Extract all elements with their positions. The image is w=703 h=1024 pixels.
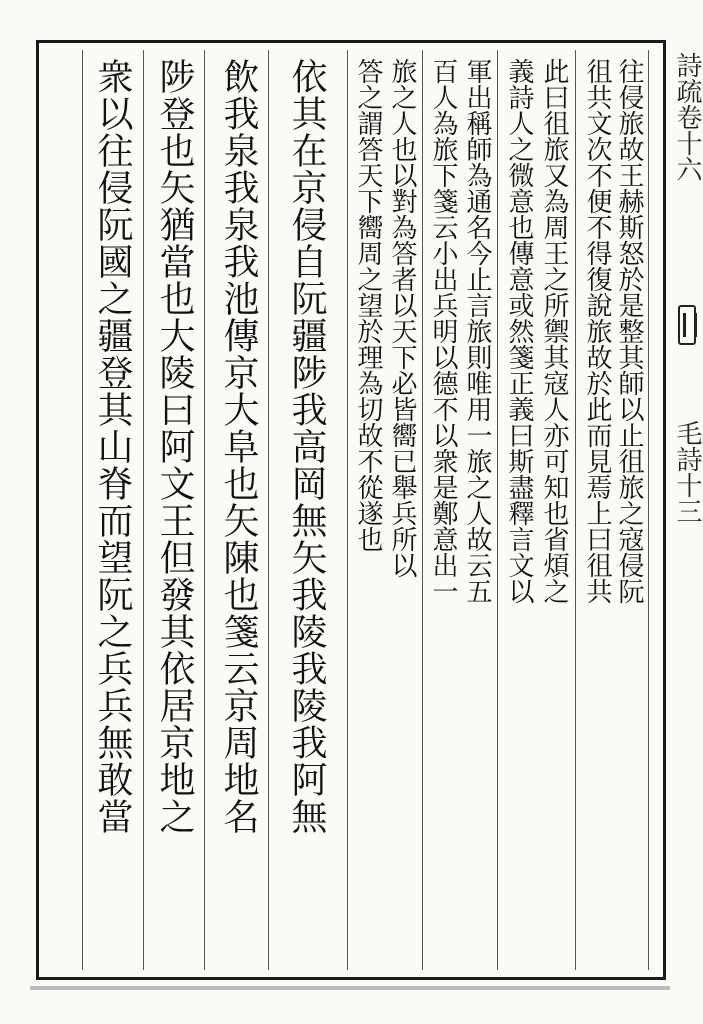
text-column: 答之謂答天下嚮周之望於理為切故不從遂也: [353, 58, 383, 552]
column-rule: [82, 50, 83, 970]
column-rule: [143, 50, 144, 970]
main-text-column: 依其在京侵自阮疆陟我高岡無矢我陵我陵我阿無: [286, 58, 327, 835]
text-column: 軍出稱師為通名今止言旅則唯用一旅之人故云五: [462, 58, 492, 604]
column-rule: [575, 50, 576, 970]
page-bottom-edge: [30, 986, 670, 990]
text-column: 往侵旅故王赫斯怒於是整其師以止徂旅之寇侵阮: [614, 58, 644, 604]
text-column: 百人為旅下箋云小出兵明以德不以衆是鄭意出一: [428, 58, 458, 604]
text-column: 此曰徂旅又為周王之所禦其寇人亦可知也省煩之: [539, 58, 569, 604]
column-rule: [648, 50, 649, 970]
margin-volume: 毛詩十三: [672, 420, 702, 524]
main-text-column: 陟登也矢猶當也大陵曰阿文王但發其依居京地之: [154, 58, 195, 835]
column-rule: [497, 50, 498, 970]
column-rule: [347, 50, 348, 970]
column-rule: [204, 50, 205, 970]
fish-tail-icon: [678, 305, 696, 345]
text-column: 旅之人也以對為答者以天下必皆嚮已舉兵所以: [387, 58, 417, 578]
text-column: 義詩人之微意也傳意或然箋正義曰斯盡釋言文以: [504, 58, 534, 604]
column-rule: [268, 50, 269, 970]
main-text-column: 衆以往侵阮國之疆登其山脊而望阮之兵兵無敢當: [92, 58, 133, 835]
main-text-column: 飲我泉我泉我池傳京大阜也矢陳也箋云京周地名: [218, 58, 259, 835]
margin-title: 詩疏卷十六: [672, 52, 702, 182]
column-rule: [422, 50, 423, 970]
text-column: 徂共文次不便不得復說旅故於此而見焉上曰徂共: [582, 58, 612, 604]
